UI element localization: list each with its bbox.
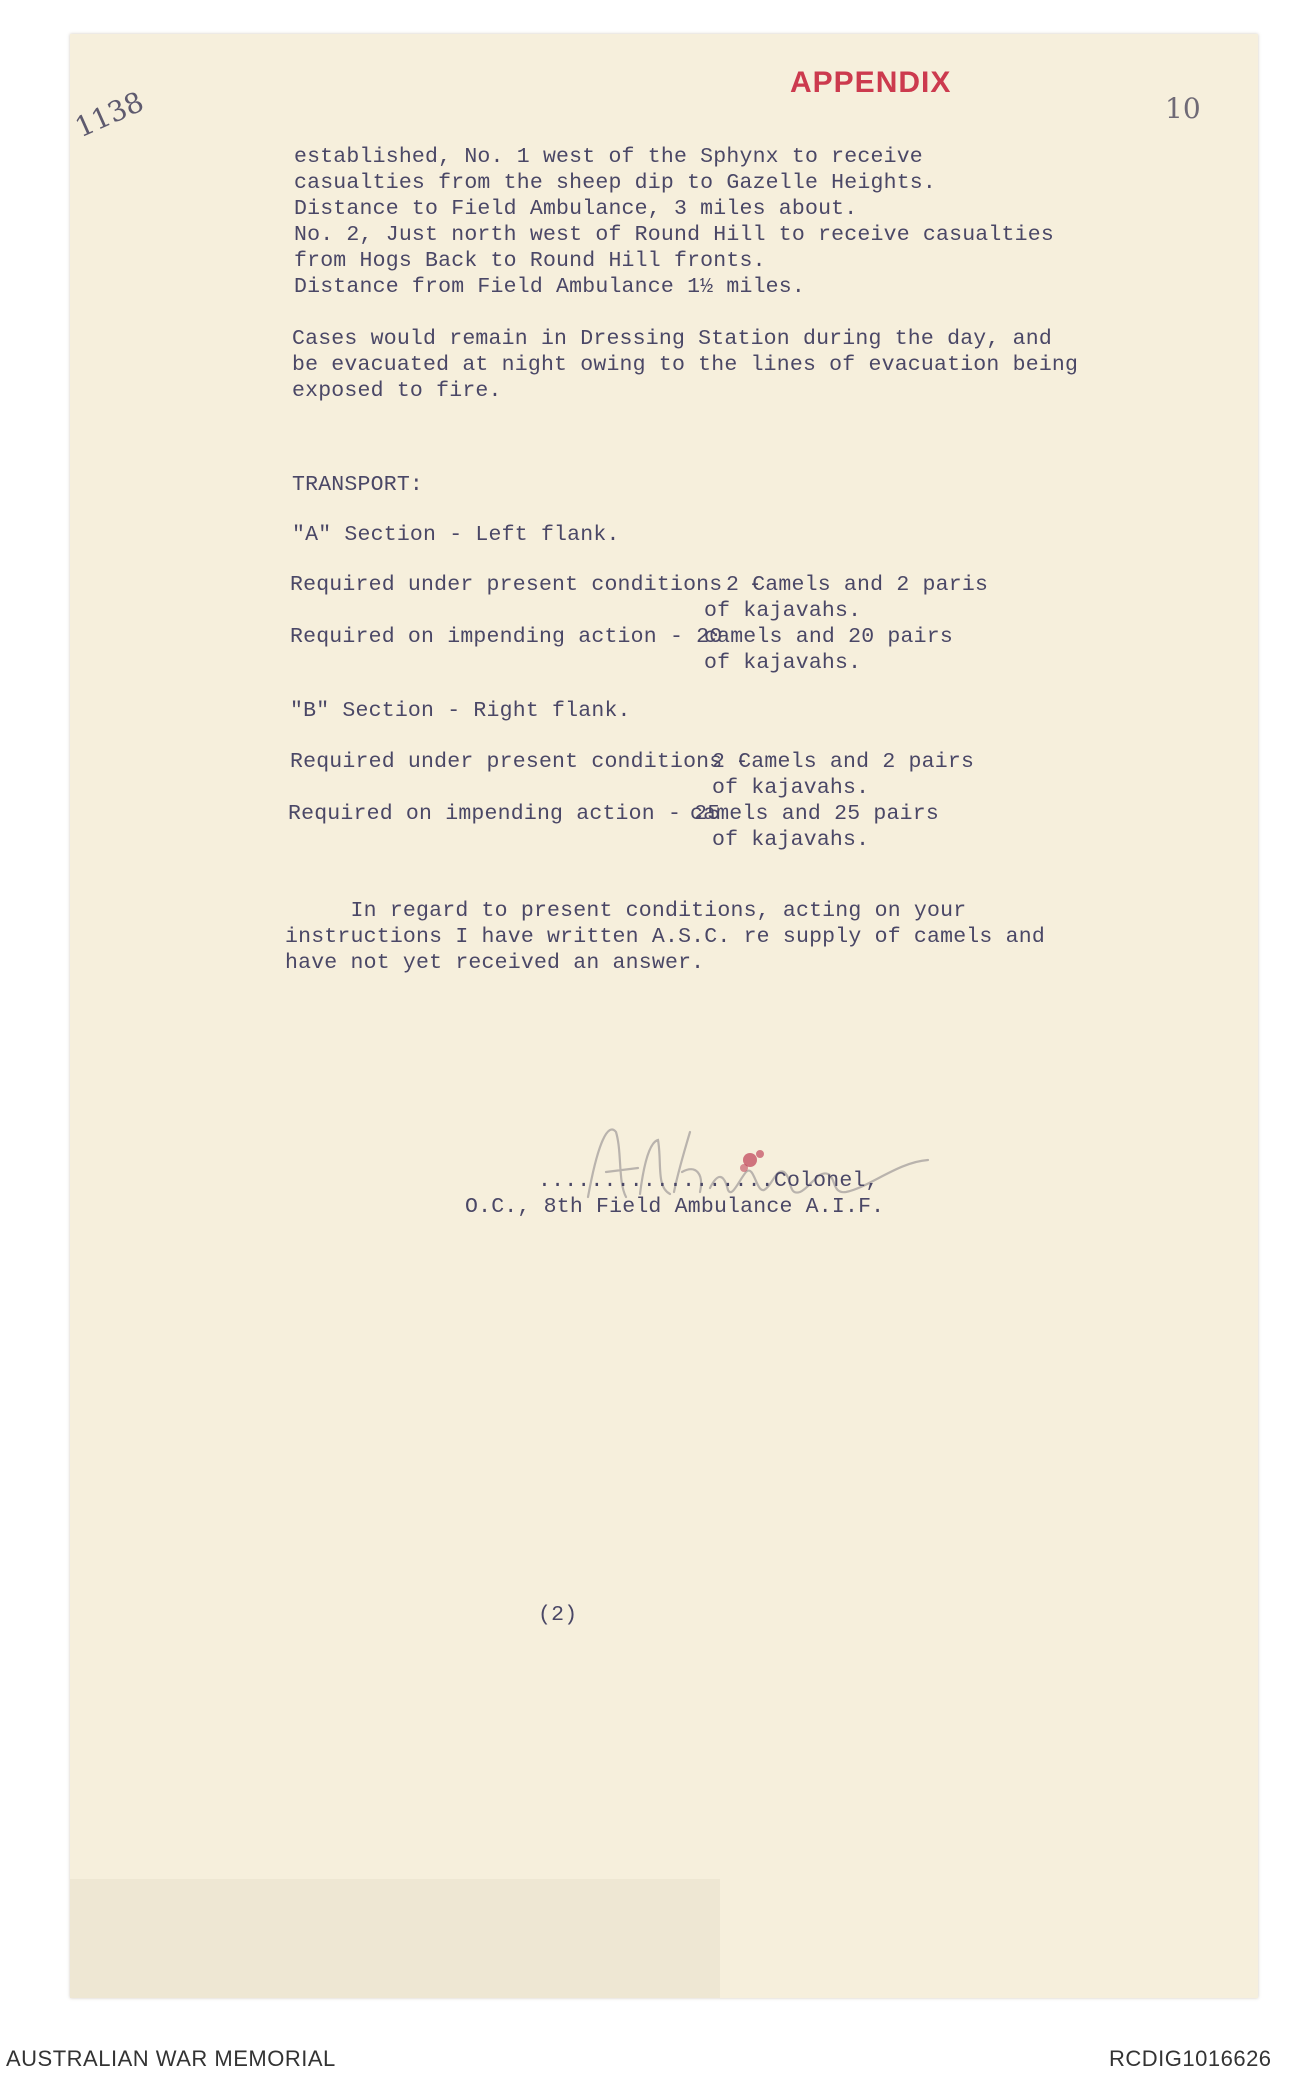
document-page	[70, 34, 1258, 1998]
transport-heading: TRANSPORT:	[292, 473, 424, 497]
signature-line-unit: O.C., 8th Field Ambulance A.I.F.	[465, 1195, 885, 1219]
handwritten-folio-number: 1138	[70, 85, 149, 145]
para1-line-2: casualties from the sheep dip to Gazelle Heights.	[294, 171, 937, 195]
appendix-stamp: APPENDIX	[790, 66, 952, 99]
para2-line-2: be evacuated at night owing to the lines of evacuation being	[292, 353, 1079, 377]
para1-line-3: Distance to Field Ambulance, 3 miles about.	[294, 197, 858, 221]
section-a-impending-label: Required on impending action - 20	[290, 625, 723, 649]
section-a-impending-value-1: camels and 20 pairs	[704, 625, 953, 649]
section-a-title: "A" Section - Left flank.	[292, 523, 620, 547]
section-a-impending-value-2: of kajavahs.	[704, 651, 862, 675]
section-b-impending-value-1: camels and 25 pairs	[690, 802, 939, 826]
page-footer-number: (2)	[538, 1603, 578, 1627]
section-b-present-value-2: of kajavahs.	[712, 776, 870, 800]
page-number: 10	[1165, 92, 1201, 125]
para2-line-3: exposed to fire.	[292, 379, 502, 403]
signature-line-colonel: ..................Colonel,	[538, 1169, 879, 1193]
section-a-present-value-2: of kajavahs.	[704, 599, 862, 623]
para1-line-5: from Hogs Back to Round Hill fronts.	[294, 249, 766, 273]
section-b-impending-label: Required on impending action - 25	[288, 802, 721, 826]
paper-shadow-band	[70, 1879, 720, 1998]
archive-record-id: RCDIG1016626	[1109, 2046, 1272, 2071]
section-a-present-value-1: 2 Camels and 2 paris	[726, 573, 989, 597]
para1-line-6: Distance from Field Ambulance 1½ miles.	[294, 275, 805, 299]
para1-line-4: No. 2, Just north west of Round Hill to receive casualties	[294, 223, 1054, 247]
para3-line-1: In regard to present conditions, acting on your	[285, 899, 967, 923]
para3-line-2: instructions I have written A.S.C. re supply of camels and	[285, 925, 1045, 949]
para2-line-1: Cases would remain in Dressing Station during the day, and	[292, 327, 1052, 351]
section-b-present-label: Required under present conditions -	[290, 750, 749, 774]
section-b-title: "B" Section - Right flank.	[290, 699, 631, 723]
archive-institution: AUSTRALIAN WAR MEMORIAL	[6, 2046, 336, 2071]
section-a-present-label: Required under present conditions -	[290, 573, 762, 597]
para3-line-3: have not yet received an answer.	[285, 951, 705, 975]
section-b-impending-value-2: of kajavahs.	[712, 828, 870, 852]
para1-line-1: established, No. 1 west of the Sphynx to receive	[294, 145, 923, 169]
section-b-present-value-1: 2 Camels and 2 pairs	[712, 750, 975, 774]
